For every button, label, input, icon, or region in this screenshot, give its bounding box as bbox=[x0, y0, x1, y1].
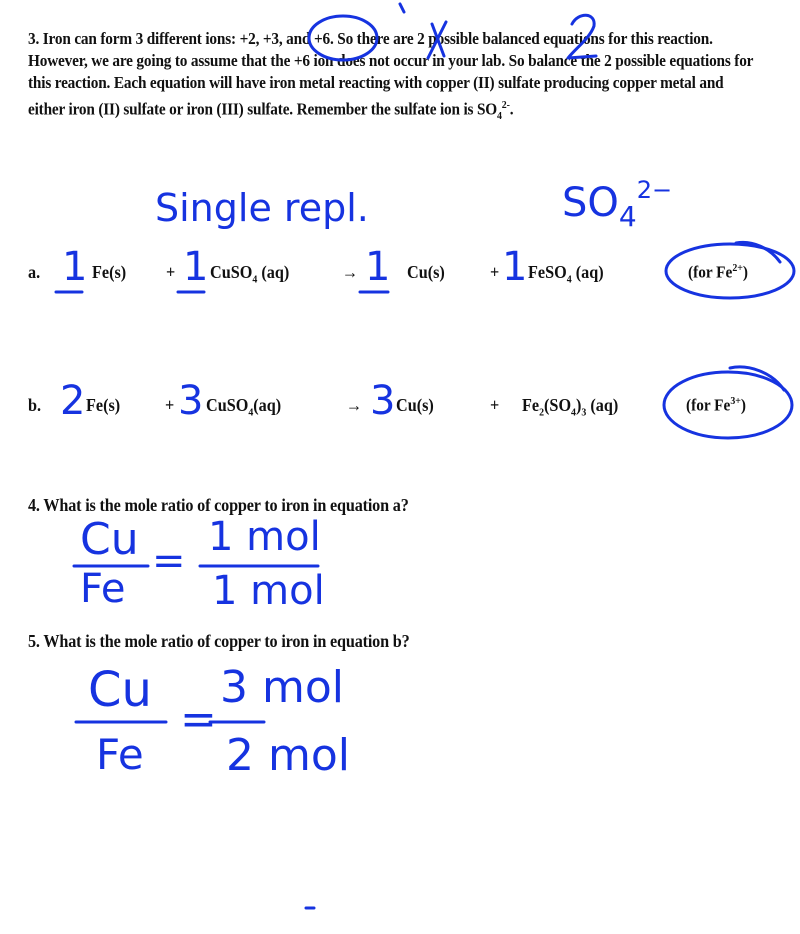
equation-a-label: a. bbox=[28, 262, 41, 282]
equation-a-note-end: ) bbox=[742, 262, 749, 282]
equation-b-reactant-2-sub: 4 bbox=[248, 406, 254, 419]
equation-a-coef-2: 1 bbox=[183, 244, 209, 290]
question-5-text: 5. What is the mole ratio of copper to iron in equation b? bbox=[28, 631, 410, 651]
equation-a-reactant-2-sub: 4 bbox=[252, 273, 258, 286]
equation-a-reactant-1: Fe(s) bbox=[92, 262, 127, 282]
sulfate-superscript: 2- bbox=[501, 99, 510, 111]
annotation-so-sup: 2− bbox=[636, 176, 673, 204]
equation-a-coef-1: 1 bbox=[62, 244, 88, 290]
question-3-body: 3. Iron can form 3 different ions: +2, +3, and +6. So there are 2 possible balanced equations for this reaction. However, we are going to assume that the +6 ion does not occur in your lab. So balance the 2 possible equations for this reaction. Each equation will have iron metal reacting with copper (II) sulfate producing copper metal and either iron (II) sulfate or iron (III) sulfate. Remember the sulfate ion is SO bbox=[28, 29, 754, 119]
equation-b-label: b. bbox=[28, 395, 42, 415]
question-3-end: . bbox=[509, 99, 514, 119]
q5-answer-numerator-value: 3 mol bbox=[220, 662, 344, 713]
q5-answer-denominator-value: 2 mol bbox=[226, 730, 350, 781]
equation-b-reactant-2-state: (aq) bbox=[253, 395, 282, 415]
equation-b-plus-1: + bbox=[165, 395, 175, 415]
equation-a-note-sup: 2+ bbox=[732, 262, 743, 274]
equation-b-note-end: ) bbox=[740, 395, 747, 415]
equation-b-product-2-state: (aq) bbox=[590, 395, 619, 415]
q4-answer-denominator-label: Fe bbox=[80, 566, 126, 612]
equation-a-note-text: (for Fe bbox=[688, 262, 733, 282]
annotation-single-replacement: Single repl. bbox=[155, 186, 369, 230]
equation-b-arrow: → bbox=[346, 395, 363, 415]
equation-b-product-2-fe: Fe bbox=[522, 395, 540, 415]
equation-b-reactant-2 bbox=[206, 395, 281, 419]
annotation-so-sub: 4 bbox=[618, 200, 637, 233]
equation-b-product-2 bbox=[522, 395, 618, 419]
equation-a-product-2-state: (aq) bbox=[575, 262, 604, 282]
equation-b-product-2-sub3: 3 bbox=[581, 406, 587, 419]
equation-a-product-2-formula: FeSO bbox=[528, 262, 567, 282]
equation-b-product-2-close: ) bbox=[576, 395, 582, 415]
equation-b-note-sup: 3+ bbox=[730, 395, 741, 407]
q5-answer-numerator-label: Cu bbox=[88, 662, 152, 718]
equation-b-note bbox=[686, 395, 746, 416]
equation-a-arrow: → bbox=[342, 262, 359, 282]
q5-answer-denominator-label: Fe bbox=[96, 730, 144, 779]
equation-a-reactant-2-state: (aq) bbox=[261, 262, 290, 282]
equation-b-product-2-so: (SO bbox=[544, 395, 572, 415]
equation-b-note-text: (for Fe bbox=[686, 395, 731, 415]
equation-b-coef-1: 2 bbox=[60, 378, 86, 424]
equation-b-plus-2: + bbox=[490, 395, 500, 415]
annotation-so-text: SO bbox=[562, 180, 619, 226]
q4-answer-equals: = bbox=[152, 538, 186, 584]
question-4-text: 4. What is the mole ratio of copper to iron in equation a? bbox=[28, 495, 409, 515]
q4-answer-numerator-label: Cu bbox=[80, 514, 139, 565]
equation-b-product-2-sub1: 2 bbox=[539, 406, 545, 419]
sulfate-subscript: 4 bbox=[497, 110, 502, 123]
q4-answer-denominator-value: 1 mol bbox=[212, 568, 325, 614]
equation-a-plus-2: + bbox=[490, 262, 500, 282]
equation-b-coef-2: 3 bbox=[178, 378, 204, 424]
equation-a-coef-4: 1 bbox=[502, 244, 528, 290]
q4-answer-numerator-value: 1 mol bbox=[208, 514, 321, 560]
equation-b-product-2-sub2: 4 bbox=[571, 406, 576, 419]
equation-b-product-1: Cu(s) bbox=[396, 395, 434, 415]
q5-answer-equals: = bbox=[180, 694, 217, 745]
equation-a-coef-3: 1 bbox=[365, 244, 391, 290]
equation-b-reactant-1: Fe(s) bbox=[86, 395, 121, 415]
equation-a-product-2-sub: 4 bbox=[566, 273, 572, 286]
equation-a-plus-1: + bbox=[166, 262, 176, 282]
equation-a-product-1: Cu(s) bbox=[407, 262, 445, 282]
equation-a-reactant-2-formula: CuSO bbox=[210, 262, 253, 282]
equation-b-reactant-2-formula: CuSO bbox=[206, 395, 249, 415]
equation-b-coef-3: 3 bbox=[370, 378, 396, 424]
